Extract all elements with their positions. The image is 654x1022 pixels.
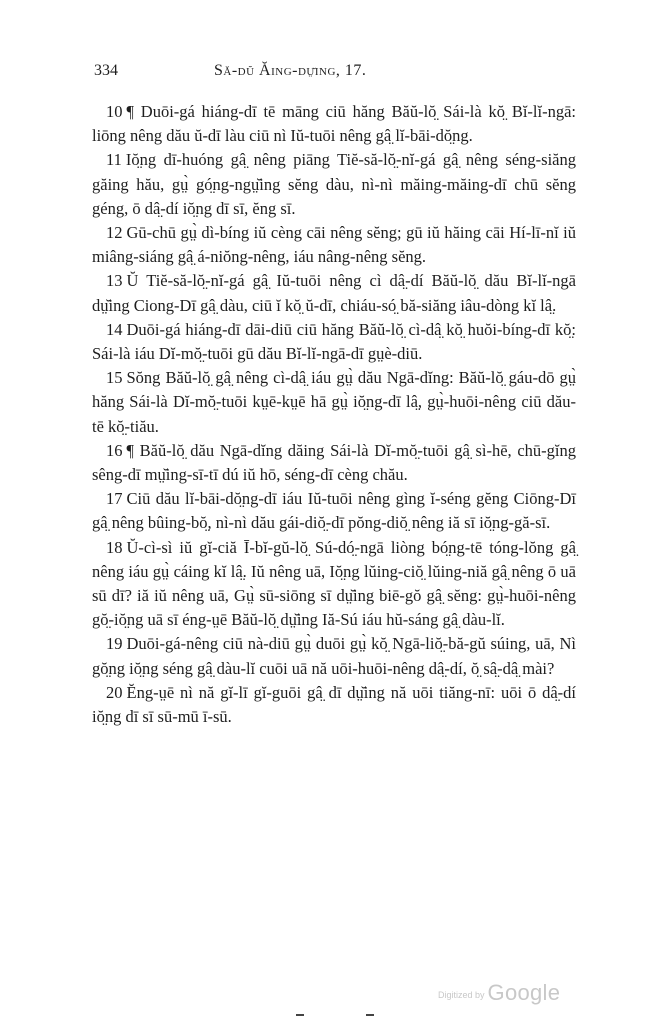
verse-number: 10 <box>106 102 123 121</box>
verse-number: 20 <box>106 682 123 702</box>
verse-15 <box>92 366 576 439</box>
digitized-by-google-watermark <box>438 980 560 1006</box>
verse-number: 16 <box>106 440 123 460</box>
verse-11 <box>92 148 576 221</box>
verse-text: Duōi-gá-nêng ciū nà-diū gṳ̀ duōi gṳ̀ kŏ̤ Ngā-liŏ̤-bă-gŭ súing, uā, Nì gŏ̤ng iŏ̤ng séng gâ̤ dàu-lĭ cuōi uā nă uōi-huōi-nêng dâ̤-dí, ŏ̤ sâ̤-dâ̤ mài? <box>92 634 576 678</box>
verse-text: ¶ Duōi-gá hiáng-dī tē māng ciū hăng Băŭ-lŏ̤ Sái-là kŏ̤ Bĭ-lĭ-ngā: liōng nêng dău ŭ-dī làu ciū nì Iŭ-tuōi nêng gâ̤ lĭ-bāi-dŏ̤ng. <box>92 102 576 146</box>
verse-16 <box>92 439 576 487</box>
verse-18 <box>92 536 576 633</box>
verse-number: 12 <box>106 223 123 243</box>
google-logo: Google <box>487 980 561 1005</box>
verse-number: 19 <box>106 634 123 654</box>
verse-number: 14 <box>106 319 123 339</box>
verse-number: 13 <box>106 271 123 291</box>
verse-text: Iŏ̤ng dī-huóng gâ̤ nêng piāng Tiĕ-să-lŏ̤-nĭ-gá gâ̤ nêng séng-siăng găing hău, gṳ̀ gó̤ng-ngṳ̆ing sĕng dàu, nì-nì măing-măing-dī chū sĕng géng, ō dâ̤-dí iŏ̤ng dī sī, ĕng sī. <box>92 150 576 218</box>
verse-14 <box>92 318 576 366</box>
verse-text: Ŭ-cì-sì iŭ gĭ-ciă Ī-bĭ-gŭ-lŏ̤ Sú-dó̤-ngā liòng bó̤ng-tē tóng-lŏng gâ̤ nêng iáu gṳ̀ cáing kĭ lâ̤. Iŭ nêng uā, Iŏ̤ng lŭing-ciŏ̤ lŭing-niă gâ̤ nêng ō uā sū dī? iă iŭ nêng uā, Gṳ̀ sū-siōng sī dṳ̆ing biē-gŏ gâ̤ sĕng: gṳ̀-huōi-nêng gŏ̤-iŏ̤ng uā sī éng-ṳē Băŭ-lŏ̤ dṳ̆ing Iă-Sú iáu hŭ-sáng gâ̤ dàu-lĭ. <box>92 537 576 630</box>
verse-number: 18 <box>106 537 123 557</box>
verse-19 <box>92 632 576 680</box>
verse-number: 17 <box>106 489 123 509</box>
verse-text: ¶ Băŭ-lŏ̤ dău Ngā-dĭng dăing Sái-là Dĭ-mŏ̤-tuōi gâ̤ sì-hē, chū-gĭng sêng-dī mṳ̆ing-sī-tī dú iŭ hō, séng-dī cèng chău. <box>92 440 576 485</box>
page-number: 334 <box>94 62 118 79</box>
verse-text: Ciū dău lĭ-bāi-dŏ̤ng-dī iáu Iŭ-tuōi nêng gìng ĭ-séng gĕng Ciōng-Dī gâ̤ nêng bûing-bŏ̤, nì-nì dău gái-diŏ̤-dī pŏng-diŏ̤ nêng iă sī iŏ̤ng-gă-sī. <box>92 489 576 533</box>
verse-17 <box>92 487 576 535</box>
verse-20 <box>92 681 576 729</box>
verse-text: Gū-chū gṳ̀ dì-bíng iŭ cèng cāi nêng sĕng; gū iŭ hăing cāi Hí-lī-nĭ iŭ miâng-siáng gâ̤ á-niŏng-nêng, iáu nâng-nêng sĕng. <box>92 223 576 267</box>
verse-12 <box>92 221 576 269</box>
verse-number: 15 <box>106 368 123 388</box>
signature-mark <box>296 1014 304 1016</box>
verse-text: Sŏng Băŭ-lŏ̤ gâ̤ nêng cì-dâ̤ iáu gṳ̀ dău Ngā-dĭng: Băŭ-lŏ̤ gáu-dō gṳ̀ hăng Sái-là Dĭ-mŏ̤-tuōi kṳē-kṳē hā gṳ̀ iŏ̤ng-dī lâ̤, gṳ̀-huōi-nêng ciū dău-tē kŏ̤-tiău. <box>92 368 576 436</box>
signature-mark <box>366 1014 374 1016</box>
verse-10 <box>92 100 576 148</box>
chapter-text <box>92 100 576 729</box>
verse-number: 11 <box>106 150 122 170</box>
watermark-small-text: Digitized by <box>438 990 485 1000</box>
verse-text: Duōi-gá hiáng-dī dāi-diū ciū hăng Băŭ-lŏ̤ cì-dâ̤ kŏ̤ huŏi-bíng-dī kŏ̤: Sái-là iáu Dĭ-mŏ̤-tuōi gū dău Bĭ-lĭ-ngā-dī gṳè-diū. <box>92 319 576 364</box>
running-title: Să-dŭ Ăing-dṳ̆ing, 17. <box>214 62 367 79</box>
verse-13 <box>92 269 576 317</box>
verse-text: Ŭ Tiĕ-să-lŏ̤-nĭ-gá gâ̤ Iŭ-tuōi nêng cì dâ̤-dí Băŭ-lŏ̤ dău Bĭ-lĭ-ngā dṳ̆ing Ciong-Dī gâ̤ dàu, ciū ĭ kŏ̤ ŭ-dī, chiáu-só̤ bă-siăng iâu-dòng kĭ lâ̤. <box>92 271 576 315</box>
verse-text: Ĕng-ṳē nì nă gĭ-lī gĭ-guōi gâ̤ dī dṳ̆ing nă uōi tiăng-nī: uōi ō dâ̤-dí iŏ̤ng dī sī sū-mū ī-sū. <box>92 682 576 727</box>
